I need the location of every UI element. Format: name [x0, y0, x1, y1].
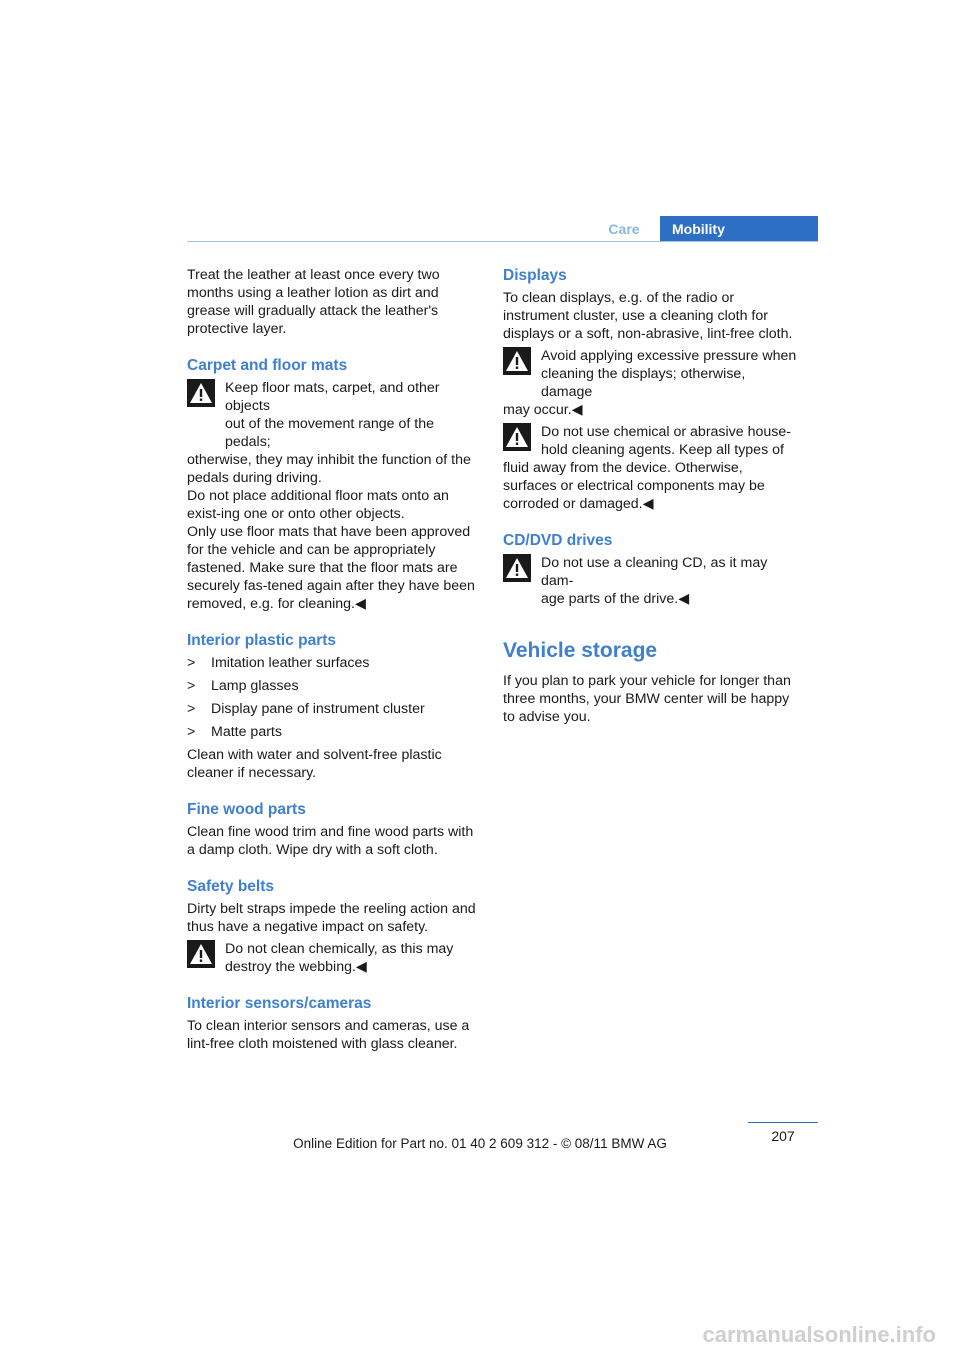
displays-warning-1-rest: may occur.◀ [503, 402, 583, 418]
list-item: > Display pane of instrument cluster [187, 701, 425, 717]
displays-warning-2-rest: fluid away from the device. Otherwise, surfaces or electrical components may be corroded or damaged.◀ [503, 460, 765, 512]
right-column [503, 266, 799, 726]
watermark: carmanualsonline.info [702, 1322, 936, 1347]
left-column [187, 266, 483, 1053]
heading-plastic: Interior plastic parts [187, 632, 337, 649]
cd-warning-line2: age parts of the drive.◀ [541, 591, 690, 607]
cd-warning-line1: Do not use a cleaning CD, as it may dam- [541, 555, 768, 589]
belts-warning-line2: destroy the webbing.◀ [225, 959, 367, 975]
plastic-after: Clean with water and solvent-free plastic cleaner if necessary. [187, 747, 442, 781]
page-number: 207 [771, 1128, 795, 1144]
heading-sensors: Interior sensors/cameras [187, 995, 372, 1012]
displays-warning-2 [503, 423, 799, 513]
heading-carpet: Carpet and floor mats [187, 357, 348, 374]
warning-icon [187, 379, 215, 407]
warning-icon [187, 940, 215, 968]
storage-text: If you plan to park your vehicle for longer than three months, your BMW center will be happy to advise you. [503, 673, 791, 725]
warning-icon [503, 347, 531, 375]
displays-warning-2-line2: hold cleaning agents. Keep all types of [541, 442, 784, 458]
heading-displays: Displays [503, 267, 567, 284]
tab-care: Care [608, 221, 640, 237]
carpet-warning [187, 379, 483, 487]
cd-warning [503, 554, 799, 608]
heading-storage: Vehicle storage [503, 639, 658, 662]
belts-warning-line1: Do not clean chemically, as this may [225, 941, 454, 957]
displays-warning-1-line2: cleaning the displays; otherwise, damage [541, 366, 746, 400]
belts-warning [187, 940, 483, 976]
list-item: > Imitation leather surfaces [187, 655, 370, 671]
plastic-list [187, 654, 483, 741]
carpet-warning-line2: out of the movement range of the pedals; [225, 416, 435, 450]
carpet-text-3: Only use floor mats that have been approved for the vehicle and can be appropriately fastened. Make sure that the floor mats are securely fas-tened again after they have been removed, e.g. for cleaning.◀ [187, 524, 475, 612]
list-item: > Matte parts [187, 724, 282, 740]
heading-wood: Fine wood parts [187, 801, 306, 818]
header-divider [187, 241, 818, 242]
heading-belts: Safety belts [187, 878, 275, 895]
warning-icon [503, 423, 531, 451]
displays-text: To clean displays, e.g. of the radio or instrument cluster, use a cleaning cloth for displays or a soft, non-abrasive, lint-free cloth. [503, 290, 793, 342]
displays-warning-2-line1: Do not use chemical or abrasive house- [541, 424, 791, 440]
carpet-warning-rest: otherwise, they may inhibit the function of the pedals during driving. [187, 452, 471, 486]
carpet-warning-line1: Keep floor mats, carpet, and other objects [225, 380, 440, 414]
edition-footer: Online Edition for Part no. 01 40 2 609 312 - © 08/11 BMW AG [293, 1136, 667, 1151]
sensors-text: To clean interior sensors and cameras, use a lint-free cloth moistened with glass cleaner. [187, 1018, 470, 1052]
belts-text: Dirty belt straps impede the reeling action and thus have a negative impact on safety. [187, 901, 476, 935]
displays-warning-1 [503, 347, 799, 419]
list-item: > Lamp glasses [187, 678, 299, 694]
warning-icon [503, 554, 531, 582]
page-number-rule [748, 1122, 818, 1123]
heading-cd: CD/DVD drives [503, 532, 613, 549]
wood-text: Clean fine wood trim and fine wood parts with a damp cloth. Wipe dry with a soft cloth. [187, 824, 474, 858]
displays-warning-1-line1: Avoid applying excessive pressure when [541, 348, 797, 364]
carpet-text-2: Do not place additional floor mats onto an exist-ing one or onto other objects. [187, 488, 449, 522]
leather-intro: Treat the leather at least once every two months using a leather lotion as dirt and grease will gradually attack the leather's protective layer. [187, 267, 440, 337]
tab-mobility: Mobility [660, 216, 818, 242]
